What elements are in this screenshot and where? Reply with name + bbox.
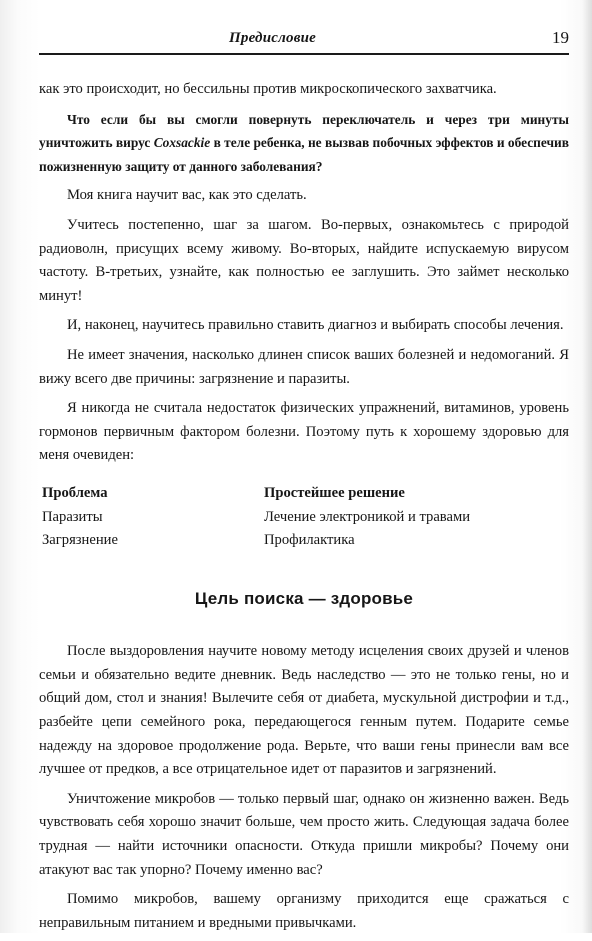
paragraph: После выздоровления научите новому методу исцеления своих друзей и членов семьи и обязательно ведите дневник. Ведь наследство — это не только гены, но и общий дом, стол и знания! Вылечите себя от диабета, мускульной дистрофии и т.д., разбейте цепи семейного рока, передающегося генным путем. Подарите семье надежду на здоровое продолжение рода. Верьте, что ваши гены принесли вам все лучшее от предков, а все отрицательное идет от паразитов и загрязнений.: [39, 643, 569, 778]
table-header-problem: Проблема: [42, 484, 108, 501]
running-header: [39, 27, 569, 55]
bold-question-text-end: в теле ребенка, не вызвав побочных эффектов и обеспечив пожизненную защиту от данного заболевания?: [39, 135, 570, 174]
paragraph: Уничтожение микробов — только первый шаг, однако он жизненно важен. Ведь чувствовать себя хорошо значит больше, чем просто жить. Следующая задача более трудная — найти источники опасности. Откуда пришли микробы? Почему они атакуют вас так упорно? Почему именно вас?: [39, 790, 569, 878]
table-cell-solution: Лечение электроникой и травами: [264, 508, 471, 525]
paragraph-bold-question: [39, 108, 569, 179]
table-header-row: [42, 482, 562, 506]
table-cell-solution: Профилактика: [264, 532, 355, 549]
page-number: 19: [552, 28, 569, 47]
table-row: [42, 529, 562, 553]
table-header-solution: Простейшее решение: [264, 484, 405, 501]
table-row: [42, 506, 562, 530]
problem-solution-table: [42, 482, 562, 553]
section-body: [39, 640, 569, 935]
paragraph-continuation: как это происходит, но бессильны против микроскопического захватчика.: [39, 81, 497, 97]
paragraph: Учитесь постепенно, шаг за шагом. Во-первых, ознакомьтесь с природой радиоволн, присущих всему живому. Во-вторых, найдите испускаемую вирусом частоту. В-третьих, узнайте, как полностью ее заглушить. Это займет несколько минут!: [39, 216, 569, 304]
bold-question-text-start: Что если бы вы смогли повернуть переключатель и через три минуты уничтожить вирус: [39, 111, 569, 151]
paragraph: И, наконец, научитесь правильно ставить диагноз и выбирать способы лечения.: [67, 317, 564, 334]
paragraph: Моя книга научит вас, как это сделать.: [67, 187, 307, 204]
paragraph: Не имеет значения, насколько длинен список ваших болезней и недомоганий. Я вижу всего две причины: загрязнение и паразиты.: [39, 346, 569, 387]
paragraph: Помимо микробов, вашему организму приходится еще сражаться с неправильным питанием и вредными привычками.: [39, 891, 569, 931]
page-content: [39, 78, 569, 941]
table-cell-problem: Паразиты: [42, 508, 103, 525]
virus-name: Coxsackie: [153, 135, 211, 151]
page-edge-shadow: [582, 0, 592, 933]
section-heading: Цель поиска — здоровье: [194, 588, 414, 608]
running-title: Предисловие: [229, 30, 316, 46]
table-cell-problem: Загрязнение: [42, 532, 118, 549]
paragraph: Я никогда не считала недостаток физических упражнений, витаминов, уровень гормонов первичным фактором болезни. Поэтому путь к хорошему здоровью для меня очевиден:: [39, 400, 569, 464]
